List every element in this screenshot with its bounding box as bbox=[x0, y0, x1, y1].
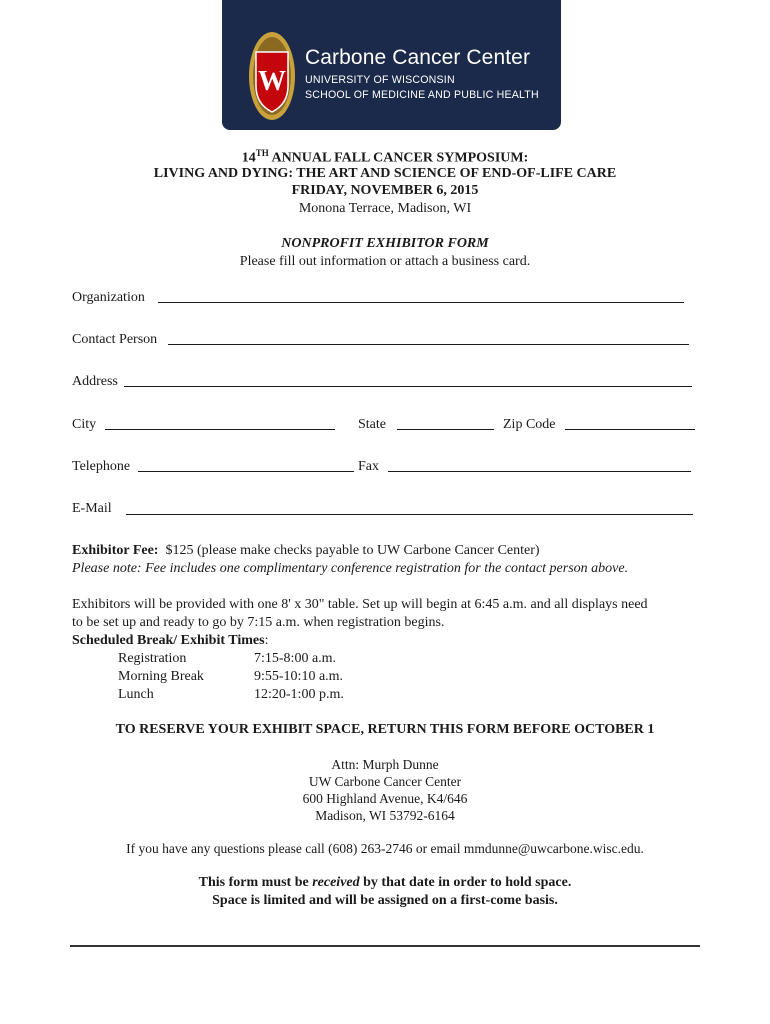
telephone-label: Telephone bbox=[72, 459, 131, 474]
fee-note: Please note: Fee includes one complimentary conference registration for the contact person above. bbox=[72, 561, 629, 576]
fax-field[interactable] bbox=[388, 471, 691, 472]
city-label: City bbox=[72, 417, 97, 432]
email-label: E-Mail bbox=[72, 501, 112, 516]
event-title-text: ANNUAL FALL CANCER SYMPOSIUM: bbox=[268, 150, 529, 166]
zip-code-label: Zip Code bbox=[503, 417, 556, 432]
brand-school: SCHOOL OF MEDICINE AND PUBLIC HEALTH bbox=[305, 89, 539, 101]
schedule-heading-colon: : bbox=[264, 633, 269, 648]
state-field[interactable] bbox=[397, 429, 494, 430]
closing-text-c: by that date in order to hold space. bbox=[359, 875, 572, 890]
fax-label: Fax bbox=[358, 459, 379, 474]
form-instructions: Please fill out information or attach a business card. bbox=[239, 254, 531, 269]
schedule-item-name: Registration bbox=[118, 651, 187, 666]
email-field[interactable] bbox=[126, 514, 693, 515]
bottom-divider bbox=[70, 945, 700, 947]
city-field[interactable] bbox=[105, 429, 335, 430]
schedule-item-time: 7:15-8:00 a.m. bbox=[254, 651, 337, 666]
form-heading: NONPROFIT EXHIBITOR FORM bbox=[281, 236, 489, 251]
event-date: FRIDAY, NOVEMBER 6, 2015 bbox=[291, 183, 479, 198]
schedule-item-name: Morning Break bbox=[118, 669, 204, 684]
organization-field[interactable] bbox=[158, 302, 684, 303]
setup-line-1: Exhibitors will be provided with one 8' x 30" table. Set up will begin at 6:45 a.m. and all displays need bbox=[72, 597, 648, 612]
return-city: Madison, WI 53792-6164 bbox=[315, 808, 455, 823]
return-attn: Attn: Murph Dunne bbox=[331, 757, 439, 772]
address-label: Address bbox=[72, 374, 118, 389]
schedule-heading bbox=[72, 633, 268, 649]
schedule-item-time: 12:20-1:00 p.m. bbox=[254, 687, 344, 702]
uw-crest-logo bbox=[248, 30, 296, 122]
address-field[interactable] bbox=[124, 386, 692, 387]
fee-text: $125 (please make checks payable to UW Carbone Cancer Center) bbox=[158, 543, 540, 558]
schedule-item-time: 9:55-10:10 a.m. bbox=[254, 669, 344, 684]
telephone-field[interactable] bbox=[138, 471, 354, 472]
closing-line-1 bbox=[0, 875, 770, 891]
return-org: UW Carbone Cancer Center bbox=[308, 774, 462, 789]
return-heading: TO RESERVE YOUR EXHIBIT SPACE, RETURN THIS FORM BEFORE OCTOBER 1 bbox=[115, 722, 655, 737]
closing-emphasis: received bbox=[312, 875, 360, 890]
brand-title: Carbone Cancer Center bbox=[305, 46, 531, 69]
state-label: State bbox=[358, 417, 386, 432]
contact-person-field[interactable] bbox=[168, 344, 689, 345]
schedule-item-name: Lunch bbox=[118, 687, 154, 702]
contact-questions: If you have any questions please call (608) 263-2746 or email mmdunne@uwcarbone.wisc.edu. bbox=[126, 841, 644, 856]
event-number: 14 bbox=[241, 150, 256, 166]
event-title bbox=[0, 148, 770, 167]
organization-label: Organization bbox=[72, 290, 145, 305]
event-subtitle: LIVING AND DYING: THE ART AND SCIENCE OF END-OF-LIFE CARE bbox=[153, 166, 617, 181]
exhibitor-fee bbox=[72, 543, 540, 559]
event-number-suffix: TH bbox=[255, 148, 269, 158]
return-street: 600 Highland Avenue, K4/646 bbox=[302, 791, 468, 806]
closing-text-a: This form must be bbox=[198, 875, 313, 890]
brand-university: UNIVERSITY OF WISCONSIN bbox=[305, 74, 455, 86]
setup-line-2: to be set up and ready to go by 7:15 a.m. when registration begins. bbox=[72, 615, 445, 630]
contact-person-label: Contact Person bbox=[72, 332, 158, 347]
fee-label: Exhibitor Fee: bbox=[72, 543, 159, 558]
crest-letter: W bbox=[258, 66, 286, 97]
zip-code-field[interactable] bbox=[565, 429, 695, 430]
schedule-heading-text: Scheduled Break/ Exhibit Times bbox=[72, 633, 265, 648]
event-venue: Monona Terrace, Madison, WI bbox=[298, 201, 472, 216]
closing-line-2: Space is limited and will be assigned on a first-come basis. bbox=[212, 893, 558, 908]
